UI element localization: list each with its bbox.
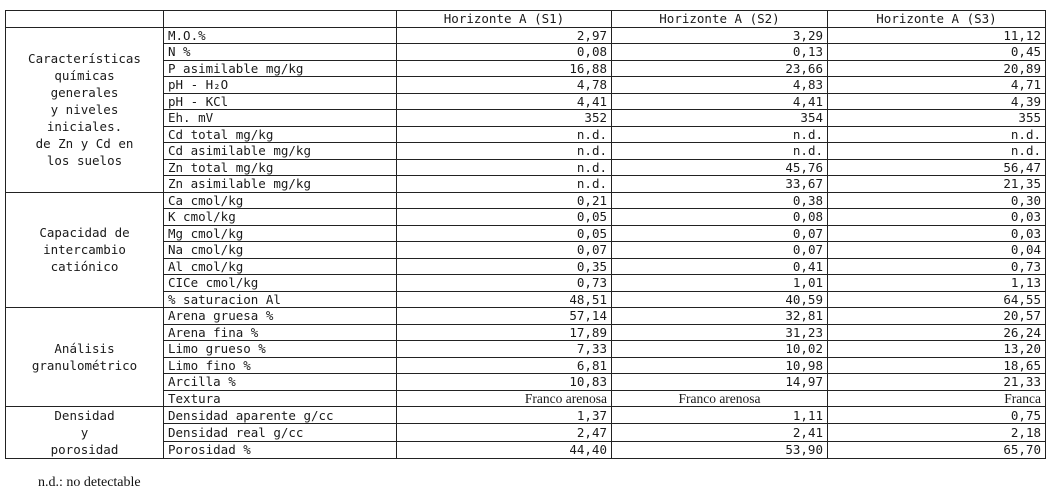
value-s3: 0,03	[828, 225, 1046, 242]
parameter-label: Limo fino %	[164, 357, 397, 374]
value-s2: 3,29	[612, 27, 828, 44]
group-label: Características químicas generales y niveles iniciales. de Zn y Cd en los suelos	[6, 27, 164, 192]
parameter-label: Arena gruesa %	[164, 308, 397, 325]
value-s3: 21,33	[828, 374, 1046, 391]
parameter-label: Arcilla %	[164, 374, 397, 391]
parameter-label: Porosidad %	[164, 441, 397, 458]
header-parameter-cell	[164, 11, 397, 28]
value-s2: 0,08	[612, 209, 828, 226]
value-s3: 64,55	[828, 291, 1046, 308]
parameter-label: pH - H₂O	[164, 77, 397, 94]
parameter-label: Eh. mV	[164, 110, 397, 127]
table-row	[6, 308, 1046, 325]
value-s3: 1,13	[828, 275, 1046, 292]
value-s2: 4,41	[612, 93, 828, 110]
value-s1: 4,78	[397, 77, 612, 94]
value-s1: 2,47	[397, 424, 612, 441]
value-s2: n.d.	[612, 143, 828, 160]
group-label: Densidad y porosidad	[6, 407, 164, 459]
value-s2: 31,23	[612, 324, 828, 341]
value-s2: 0,07	[612, 242, 828, 259]
value-s1: n.d.	[397, 176, 612, 193]
parameter-label: Mg cmol/kg	[164, 225, 397, 242]
value-s1: 2,97	[397, 27, 612, 44]
value-s1: 10,83	[397, 374, 612, 391]
value-s2: Franco arenosa	[612, 390, 828, 407]
parameter-label: Densidad real g/cc	[164, 424, 397, 441]
value-s2: 14,97	[612, 374, 828, 391]
value-s1: 6,81	[397, 357, 612, 374]
value-s1: 0,05	[397, 225, 612, 242]
value-s3: 0,45	[828, 44, 1046, 61]
value-s3: 4,71	[828, 77, 1046, 94]
value-s2: 33,67	[612, 176, 828, 193]
parameter-label: Al cmol/kg	[164, 258, 397, 275]
parameter-label: % saturacion Al	[164, 291, 397, 308]
value-s1: 352	[397, 110, 612, 127]
value-s2: 2,41	[612, 424, 828, 441]
value-s2: 0,13	[612, 44, 828, 61]
parameter-label: pH - KCl	[164, 93, 397, 110]
parameter-label: N %	[164, 44, 397, 61]
value-s1: 0,35	[397, 258, 612, 275]
soil-properties-table	[5, 10, 1046, 459]
table-row	[6, 407, 1046, 424]
footnote: n.d.: no detectable	[38, 475, 141, 490]
header-s2: Horizonte A (S2)	[612, 11, 828, 28]
parameter-label: Na cmol/kg	[164, 242, 397, 259]
value-s3: 355	[828, 110, 1046, 127]
value-s3: 20,57	[828, 308, 1046, 325]
parameter-label: Cd asimilable mg/kg	[164, 143, 397, 160]
value-s3: 56,47	[828, 159, 1046, 176]
value-s1: 1,37	[397, 407, 612, 424]
parameter-label: K cmol/kg	[164, 209, 397, 226]
value-s2: 23,66	[612, 60, 828, 77]
value-s2: 4,83	[612, 77, 828, 94]
group-label: Capacidad de intercambio catiónico	[6, 192, 164, 308]
header-row	[6, 11, 1046, 28]
value-s1: 0,21	[397, 192, 612, 209]
value-s1: Franco arenosa	[397, 390, 612, 407]
parameter-label: Zn asimilable mg/kg	[164, 176, 397, 193]
value-s2: n.d.	[612, 126, 828, 143]
value-s3: 0,73	[828, 258, 1046, 275]
value-s3: 4,39	[828, 93, 1046, 110]
value-s3: 0,30	[828, 192, 1046, 209]
value-s2: 0,41	[612, 258, 828, 275]
value-s1: 7,33	[397, 341, 612, 358]
value-s2: 53,90	[612, 441, 828, 458]
parameter-label: CICe cmol/kg	[164, 275, 397, 292]
value-s3: 21,35	[828, 176, 1046, 193]
value-s1: 0,08	[397, 44, 612, 61]
header-s3: Horizonte A (S3)	[828, 11, 1046, 28]
value-s3: 26,24	[828, 324, 1046, 341]
header-s1: Horizonte A (S1)	[397, 11, 612, 28]
value-s3: 65,70	[828, 441, 1046, 458]
value-s3: n.d.	[828, 143, 1046, 160]
value-s1: 57,14	[397, 308, 612, 325]
table-body	[6, 27, 1046, 459]
group-label: Análisis granulométrico	[6, 308, 164, 407]
parameter-label: Arena fina %	[164, 324, 397, 341]
parameter-label: Cd total mg/kg	[164, 126, 397, 143]
table-row	[6, 192, 1046, 209]
parameter-label: P asimilable mg/kg	[164, 60, 397, 77]
value-s2: 1,11	[612, 407, 828, 424]
parameter-label: Zn total mg/kg	[164, 159, 397, 176]
value-s3: 11,12	[828, 27, 1046, 44]
value-s2: 45,76	[612, 159, 828, 176]
value-s2: 1,01	[612, 275, 828, 292]
value-s3: 2,18	[828, 424, 1046, 441]
value-s1: 0,73	[397, 275, 612, 292]
value-s2: 10,02	[612, 341, 828, 358]
parameter-label: M.O.%	[164, 27, 397, 44]
parameter-label: Textura	[164, 390, 397, 407]
value-s2: 354	[612, 110, 828, 127]
value-s1: 44,40	[397, 441, 612, 458]
value-s2: 32,81	[612, 308, 828, 325]
parameter-label: Ca cmol/kg	[164, 192, 397, 209]
value-s1: 17,89	[397, 324, 612, 341]
header-group-cell	[6, 11, 164, 28]
value-s1: 0,05	[397, 209, 612, 226]
value-s1: 0,07	[397, 242, 612, 259]
value-s3: n.d.	[828, 126, 1046, 143]
value-s3: Franca	[828, 390, 1046, 407]
value-s2: 0,07	[612, 225, 828, 242]
table-row	[6, 27, 1046, 44]
value-s1: n.d.	[397, 143, 612, 160]
soil-properties-table-wrapper	[5, 10, 1045, 459]
value-s1: 48,51	[397, 291, 612, 308]
value-s2: 40,59	[612, 291, 828, 308]
value-s3: 0,75	[828, 407, 1046, 424]
value-s2: 0,38	[612, 192, 828, 209]
value-s1: n.d.	[397, 159, 612, 176]
value-s1: 16,88	[397, 60, 612, 77]
value-s1: 4,41	[397, 93, 612, 110]
value-s3: 18,65	[828, 357, 1046, 374]
parameter-label: Densidad aparente g/cc	[164, 407, 397, 424]
parameter-label: Limo grueso %	[164, 341, 397, 358]
value-s1: n.d.	[397, 126, 612, 143]
value-s3: 13,20	[828, 341, 1046, 358]
value-s3: 0,04	[828, 242, 1046, 259]
value-s3: 0,03	[828, 209, 1046, 226]
value-s2: 10,98	[612, 357, 828, 374]
value-s3: 20,89	[828, 60, 1046, 77]
